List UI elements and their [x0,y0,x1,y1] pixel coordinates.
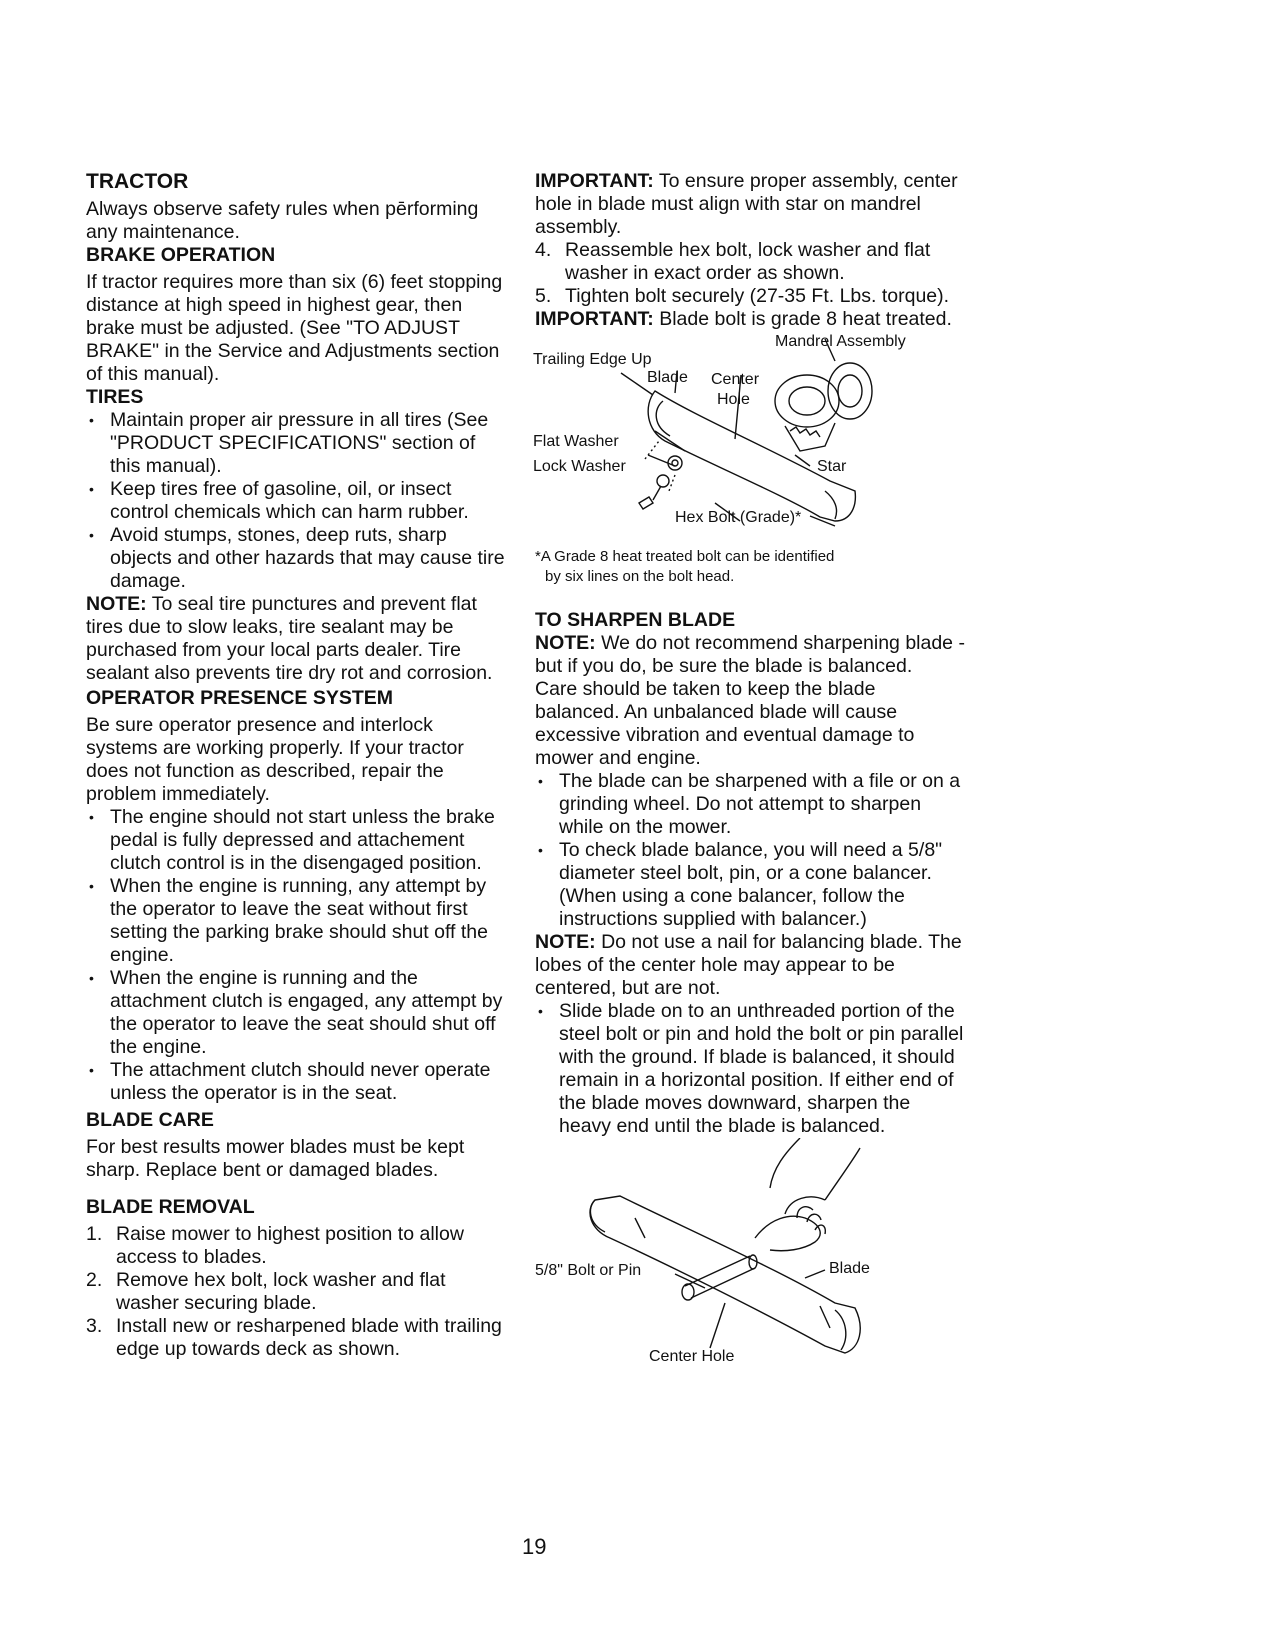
list-item [86,1223,506,1269]
left-column [86,170,506,1361]
right-column [535,170,965,1368]
list-item: • The attachment clutch should never operate unless the operator is in the seat. [86,1059,506,1105]
step-number: 4. [535,239,552,261]
blade-label: Blade [647,369,688,386]
blade-care-heading: BLADE CARE [86,1109,214,1131]
sharpen-note-2 [535,931,965,1000]
step-number: 3. [86,1315,103,1337]
ops-text: Be sure operator presence and interlock systems are working properly. If your tractor does not function as described, repair the problem immediately. [86,714,464,805]
blade-balance-figure [535,1138,965,1368]
list-item: • Avoid stumps, stones, deep ruts, sharp objects and other hazards that may cause tire damage. [86,524,506,593]
blade-removal-steps [86,1223,506,1361]
step-number: 1. [86,1223,103,1245]
note-label: NOTE: [86,593,147,615]
step-text: Tighten bolt securely (27-35 Ft. Lbs. torque). [565,285,950,307]
note-text: Do not use a nail for balancing blade. The lobes of the center hole may appear to be centered, but are not. [535,931,962,999]
tires-note [86,593,506,685]
star-label: Star [817,458,847,475]
blade-care-text: For best results mower blades must be kept sharp. Replace bent or damaged blades. [86,1136,465,1181]
list-item: • Slide blade on to an unthreaded portion of the steel bolt or pin and hold the bolt or pin parallel with the ground. If blade is balanced, it should remain in a horizontal position. If either end of the blade moves downward, sharpen the heavy end until the blade is balanced. [535,1000,965,1138]
list-item: • Maintain proper air pressure in all tires (See "PRODUCT SPECIFICATIONS" section of this manual). [86,409,506,478]
step-text: Remove hex bolt, lock washer and flat washer securing blade. [116,1269,446,1314]
tractor-heading: TRACTOR [86,170,189,193]
list-item: • To check blade balance, you will need a 5/8" diameter steel bolt, pin, or a cone balancer. (When using a cone balancer, follow the instructions supplied with balancer.) [535,839,965,931]
note-text: We do not recommend sharpening blade - but if you do, be sure the blade is balanced. [535,632,965,677]
sharpen-list [535,770,965,931]
blade-removal-heading: BLADE REMOVAL [86,1196,255,1218]
list-item: • The blade can be sharpened with a file or on a grinding wheel. Do not attempt to sharpen while on the mower. [535,770,965,839]
page-number: 19 [522,1534,547,1559]
list-item: • When the engine is running, any attempt by the operator to leave the seat without first setting the parking brake should shut off the engine. [86,875,506,967]
balance-list [535,1000,965,1138]
note-label: NOTE: [535,632,596,654]
step-number: 5. [535,285,552,307]
list-item: • The engine should not start unless the brake pedal is fully depressed and attachement clutch control is in the disengaged position. [86,806,506,875]
list-item: • When the engine is running and the attachment clutch is engaged, any attempt by the operator to leave the seat should shut off the engine. [86,967,506,1059]
flat-washer-label: Flat Washer [533,433,619,450]
mandrel-assembly-figure [535,331,965,543]
center-label: Center [711,371,760,388]
brake-heading: BRAKE OPERATION [86,244,276,266]
important-note-1 [535,170,965,239]
sharpen-text: Care should be taken to keep the blade balanced. An unbalanced blade will cause excessive vibration and eventual damage to mower and engine. [535,678,915,769]
step-text: Install new or resharpened blade with trailing edge up towards deck as shown. [116,1315,502,1360]
assembly-steps [535,239,965,308]
ops-list [86,806,506,1105]
important-text: Blade bolt is grade 8 heat treated. [653,308,952,330]
footnote-line: *A Grade 8 heat treated bolt can be identified [535,548,835,565]
note-label: NOTE: [535,931,596,953]
list-item [86,1269,506,1315]
list-item [535,285,965,308]
blade-balance-illustration [535,1138,965,1368]
important-text: To ensure proper assembly, center hole in blade must align with star on mandrel assembly. [535,170,958,238]
footnote-line: by six lines on the bolt head. [545,568,735,585]
mandrel-assembly-label: Mandrel Assembly [775,333,906,350]
step-text: Raise mower to highest position to allow access to blades. [116,1223,464,1268]
tires-heading: TIRES [86,386,144,408]
list-item: • Keep tires free of gasoline, oil, or insect control chemicals which can harm rubber. [86,478,506,524]
note-text: To seal tire punctures and prevent flat tires due to slow leaks, tire sealant may be purchased from your local parts dealer. Tire sealant also prevents tire dry rot and corrosion. [86,593,493,684]
important-note-2 [535,308,965,331]
bolt-or-pin-label: 5/8" Bolt or Pin [535,1262,642,1279]
grade-footnote [535,547,965,587]
important-label: IMPORTANT: [535,308,654,330]
lock-washer-label: Lock Washer [533,458,626,475]
hole-label: Hole [717,391,750,408]
trailing-edge-label: Trailing Edge Up [533,351,652,368]
center-hole-label: Center Hole [649,1348,735,1365]
step-number: 2. [86,1269,103,1291]
tractor-intro: Always observe safety rules when pērforming any maintenance. [86,198,479,243]
hex-bolt-label: Hex Bolt (Grade)* [675,509,802,526]
tires-list [86,409,506,593]
sharpen-note-1 [535,632,965,678]
list-item [86,1315,506,1361]
blade-label: Blade [829,1260,870,1277]
ops-heading: OPERATOR PRESENCE SYSTEM [86,687,394,709]
step-text: Reassemble hex bolt, lock washer and flat washer in exact order as shown. [565,239,931,284]
important-label: IMPORTANT: [535,170,654,192]
brake-text: If tractor requires more than six (6) feet stopping distance at high speed in highest gear, then brake must be adjusted. (See "TO ADJUST BRAKE" in the Service and Adjustments section of this manual). [86,271,503,385]
list-item [535,239,965,285]
sharpen-heading: TO SHARPEN BLADE [535,609,736,631]
